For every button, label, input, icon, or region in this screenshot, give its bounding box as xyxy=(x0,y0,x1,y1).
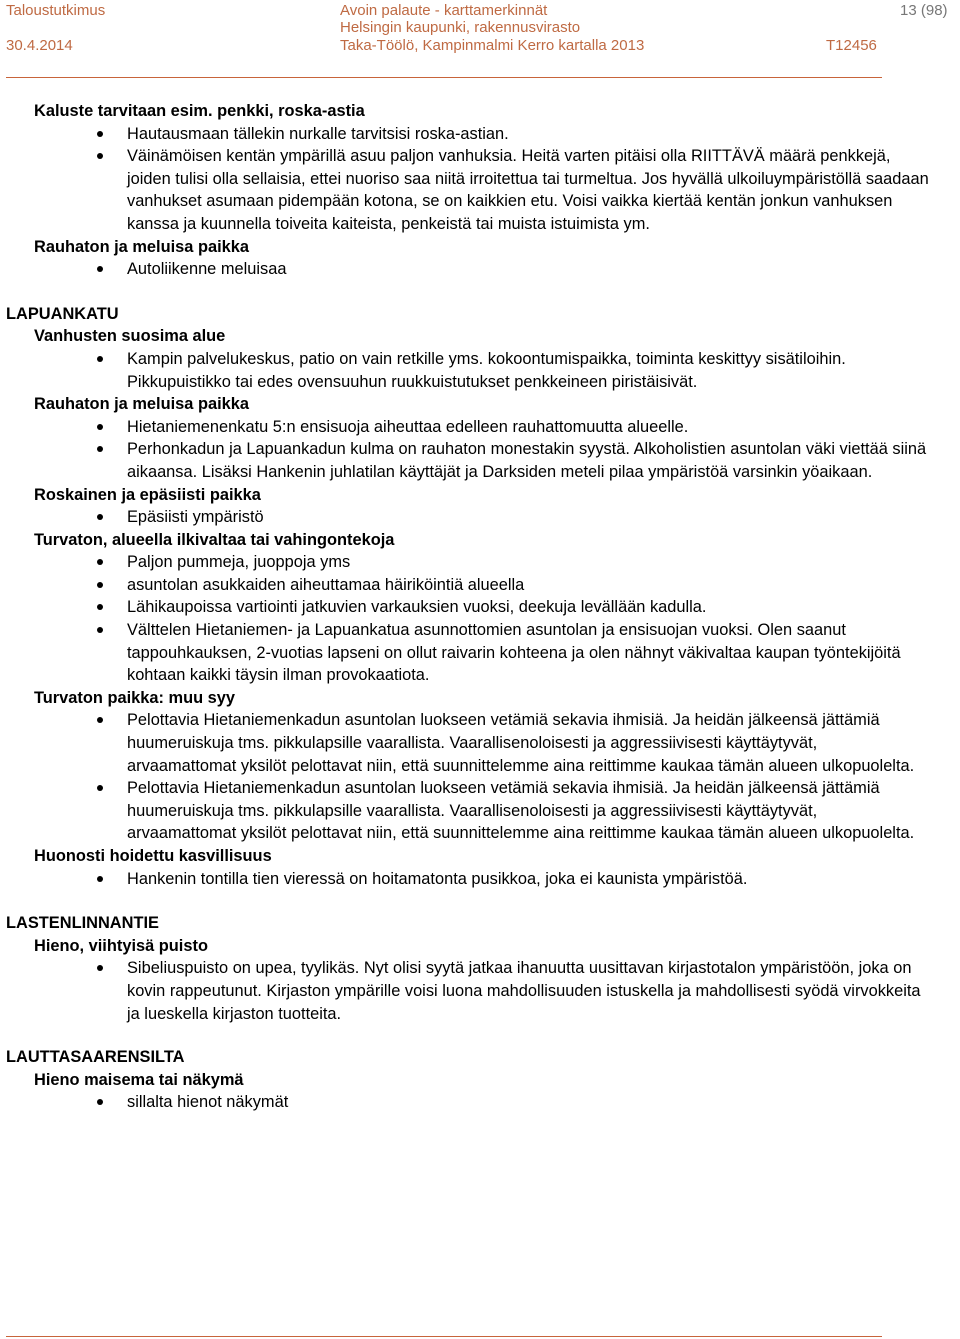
group-heading: Huonosti hoidettu kasvillisuus xyxy=(34,847,272,865)
header-rule xyxy=(6,77,882,78)
bullet-icon xyxy=(97,876,103,882)
bullet-list xyxy=(0,1091,930,1114)
list-item: Kampin palvelukeskus, patio on vain retkille yms. kokoontumispaikka, toiminta keskittyy sisätiloihin. Pikkupuistikko tai edes ovensuuhun ruukkuistutukset penkkeineen piristäisivät. xyxy=(0,348,930,393)
bullet-list xyxy=(0,868,930,891)
group-heading: Rauhaton ja meluisa paikka xyxy=(34,395,249,414)
bullet-list xyxy=(0,506,930,529)
section-title: LAUTTASAARENSILTA xyxy=(6,1048,185,1067)
bullet-list xyxy=(0,957,930,1025)
header-project-code: T12456 xyxy=(826,37,877,54)
section-lastenlinnantie xyxy=(0,912,930,1025)
header-report-title: Avoin palaute - karttamerkinnät xyxy=(340,2,548,19)
list-item: Autoliikenne meluisaa xyxy=(0,258,930,281)
bullet-list xyxy=(0,709,930,845)
bullet-list xyxy=(0,416,930,484)
group-heading: Turvaton paikka: muu syy xyxy=(34,688,235,707)
footer-rule xyxy=(6,1336,882,1337)
bullet-icon xyxy=(97,1099,103,1105)
group-heading: Vanhusten suosima alue xyxy=(34,327,226,346)
bullet-icon xyxy=(97,153,103,159)
bullet-icon xyxy=(97,582,103,588)
header-organization: Taloustutkimus xyxy=(6,2,106,19)
bullet-icon xyxy=(97,514,103,520)
group-heading: Roskainen ja epäsiisti paikka xyxy=(34,485,261,504)
section-lauttasaarensilta xyxy=(0,1046,930,1114)
bullet-icon xyxy=(97,717,103,723)
bullet-icon xyxy=(97,965,103,971)
bullet-icon xyxy=(97,604,103,610)
list-item: Välttelen Hietaniemen- ja Lapuankatua asunnottomien asuntolan ja ensisuojan vuoksi. Olen saanut tappouhkauksen, 2-vuotias lapseni on ollut raivarin kohteena ja olen nähnyt väkivaltaa kaupan työntekijöitä kohtaan kaikki täysin ilman provokaatiota. xyxy=(0,619,930,687)
section-lapuankatu xyxy=(0,303,930,890)
list-item: asuntolan asukkaiden aiheuttamaa häiriköintiä alueella xyxy=(0,574,930,597)
bullet-icon xyxy=(97,356,103,362)
group-heading: Hieno, viihtyisä puisto xyxy=(34,936,208,955)
bullet-list xyxy=(0,348,930,393)
section-title: LASTENLINNANTIE xyxy=(6,914,159,933)
list-item: Sibeliuspuisto on upea, tyylikäs. Nyt olisi syytä jatkaa ihanuutta uusittavan kirjastotalon ympäristöön, joka on kovin rappeutunut. Kirjaston ympärille voisi luona mahdollisuuden istuskella ja mahdollisesti syödä virvokkeita ja lueskella kirjaston tuotteita. xyxy=(0,957,930,1025)
section-continued xyxy=(0,100,930,281)
bullet-icon xyxy=(97,131,103,137)
page-number: 13 (98) xyxy=(900,2,948,19)
group-heading: Kaluste tarvitaan esim. penkki, roska-astia xyxy=(34,102,365,120)
list-item: sillalta hienot näkymät xyxy=(0,1091,930,1114)
list-item: Hankenin tontilla tien vieressä on hoitamatonta pusikkoa, joka ei kaunista ympäristöä. xyxy=(0,868,930,891)
list-item: Paljon pummeja, juoppoja yms xyxy=(0,551,930,574)
document-body xyxy=(0,100,930,1114)
group-heading: Rauhaton ja meluisa paikka xyxy=(34,237,249,256)
list-item: Perhonkadun ja Lapuankadun kulma on rauhaton monestakin syystä. Alkoholistien asuntolan väki viettää siinä aikaansa. Lisäksi Hankenin juhlatilan käyttäjät ja Darksiden meteli pilaa ympäristöä varsinkin yöaikaan. xyxy=(0,438,930,483)
bullet-icon xyxy=(97,424,103,430)
bullet-list xyxy=(0,123,930,236)
bullet-list xyxy=(0,551,930,687)
header-survey-name: Taka-Töölö, Kampinmalmi Kerro kartalla 2013 xyxy=(340,37,645,54)
section-title: LAPUANKATU xyxy=(6,304,119,323)
list-item: Hietaniemenenkatu 5:n ensisuoja aiheuttaa edelleen rauhattomuutta alueelle. xyxy=(0,416,930,439)
list-item: Lähikaupoissa vartiointi jatkuvien varkauksien vuoksi, deekuja levällään kadulla. xyxy=(0,596,930,619)
list-item: Pelottavia Hietaniemenkadun asuntolan luokseen vetämiä sekavia ihmisiä. Ja heidän jälkeensä jättämiä huumeruiskuja tms. pikkulapsille vaarallista. Vaarallisenoloisesti ja aggressiivisesti käyttäytyvät, arvaamattomat yksilöt pelottavat niin, että suunnittelemme aina reittimme kaukaa tämän alueen ulkopuolelta. xyxy=(0,777,930,845)
list-item: Väinämöisen kentän ympärillä asuu paljon vanhuksia. Heitä varten pitäisi olla RIITTÄVÄ määrä penkkejä, joiden tulisi olla sellaisia, ettei nuoriso saa niitä irroitettua tai turmeltua. Jos hyvällä ulkoiluympäristöllä saadaan vanhukset asumaan pidempään kotona, se on kaikkien etu. Voisi vaikka kiertää kentän jonkun vanhuksen kanssa ja kuunnella toiveita kaiteista, penkeistä tai muista istuimista ym. xyxy=(0,145,930,235)
bullet-icon xyxy=(97,785,103,791)
bullet-icon xyxy=(97,559,103,565)
bullet-icon xyxy=(97,627,103,633)
header-date: 30.4.2014 xyxy=(6,37,73,54)
list-item: Epäsiisti ympäristö xyxy=(0,506,930,529)
group-heading: Hieno maisema tai näkymä xyxy=(34,1070,244,1089)
bullet-icon xyxy=(97,266,103,272)
header-client: Helsingin kaupunki, rakennusvirasto xyxy=(340,19,581,36)
list-item: Pelottavia Hietaniemenkadun asuntolan luokseen vetämiä sekavia ihmisiä. Ja heidän jälkeensä jättämiä huumeruiskuja tms. pikkulapsille vaarallista. Vaarallisenoloisesti ja aggressiivisesti käyttäytyvät, arvaamattomat yksilöt pelottavat niin, että suunnittelemme aina reittimme kaukaa tämän alueen ulkopuolelta. xyxy=(0,709,930,777)
bullet-icon xyxy=(97,446,103,452)
bullet-list xyxy=(0,258,930,281)
list-item: Hautausmaan tällekin nurkalle tarvitsisi roska-astian. xyxy=(0,123,930,146)
group-heading: Turvaton, alueella ilkivaltaa tai vahingontekoja xyxy=(34,530,395,549)
